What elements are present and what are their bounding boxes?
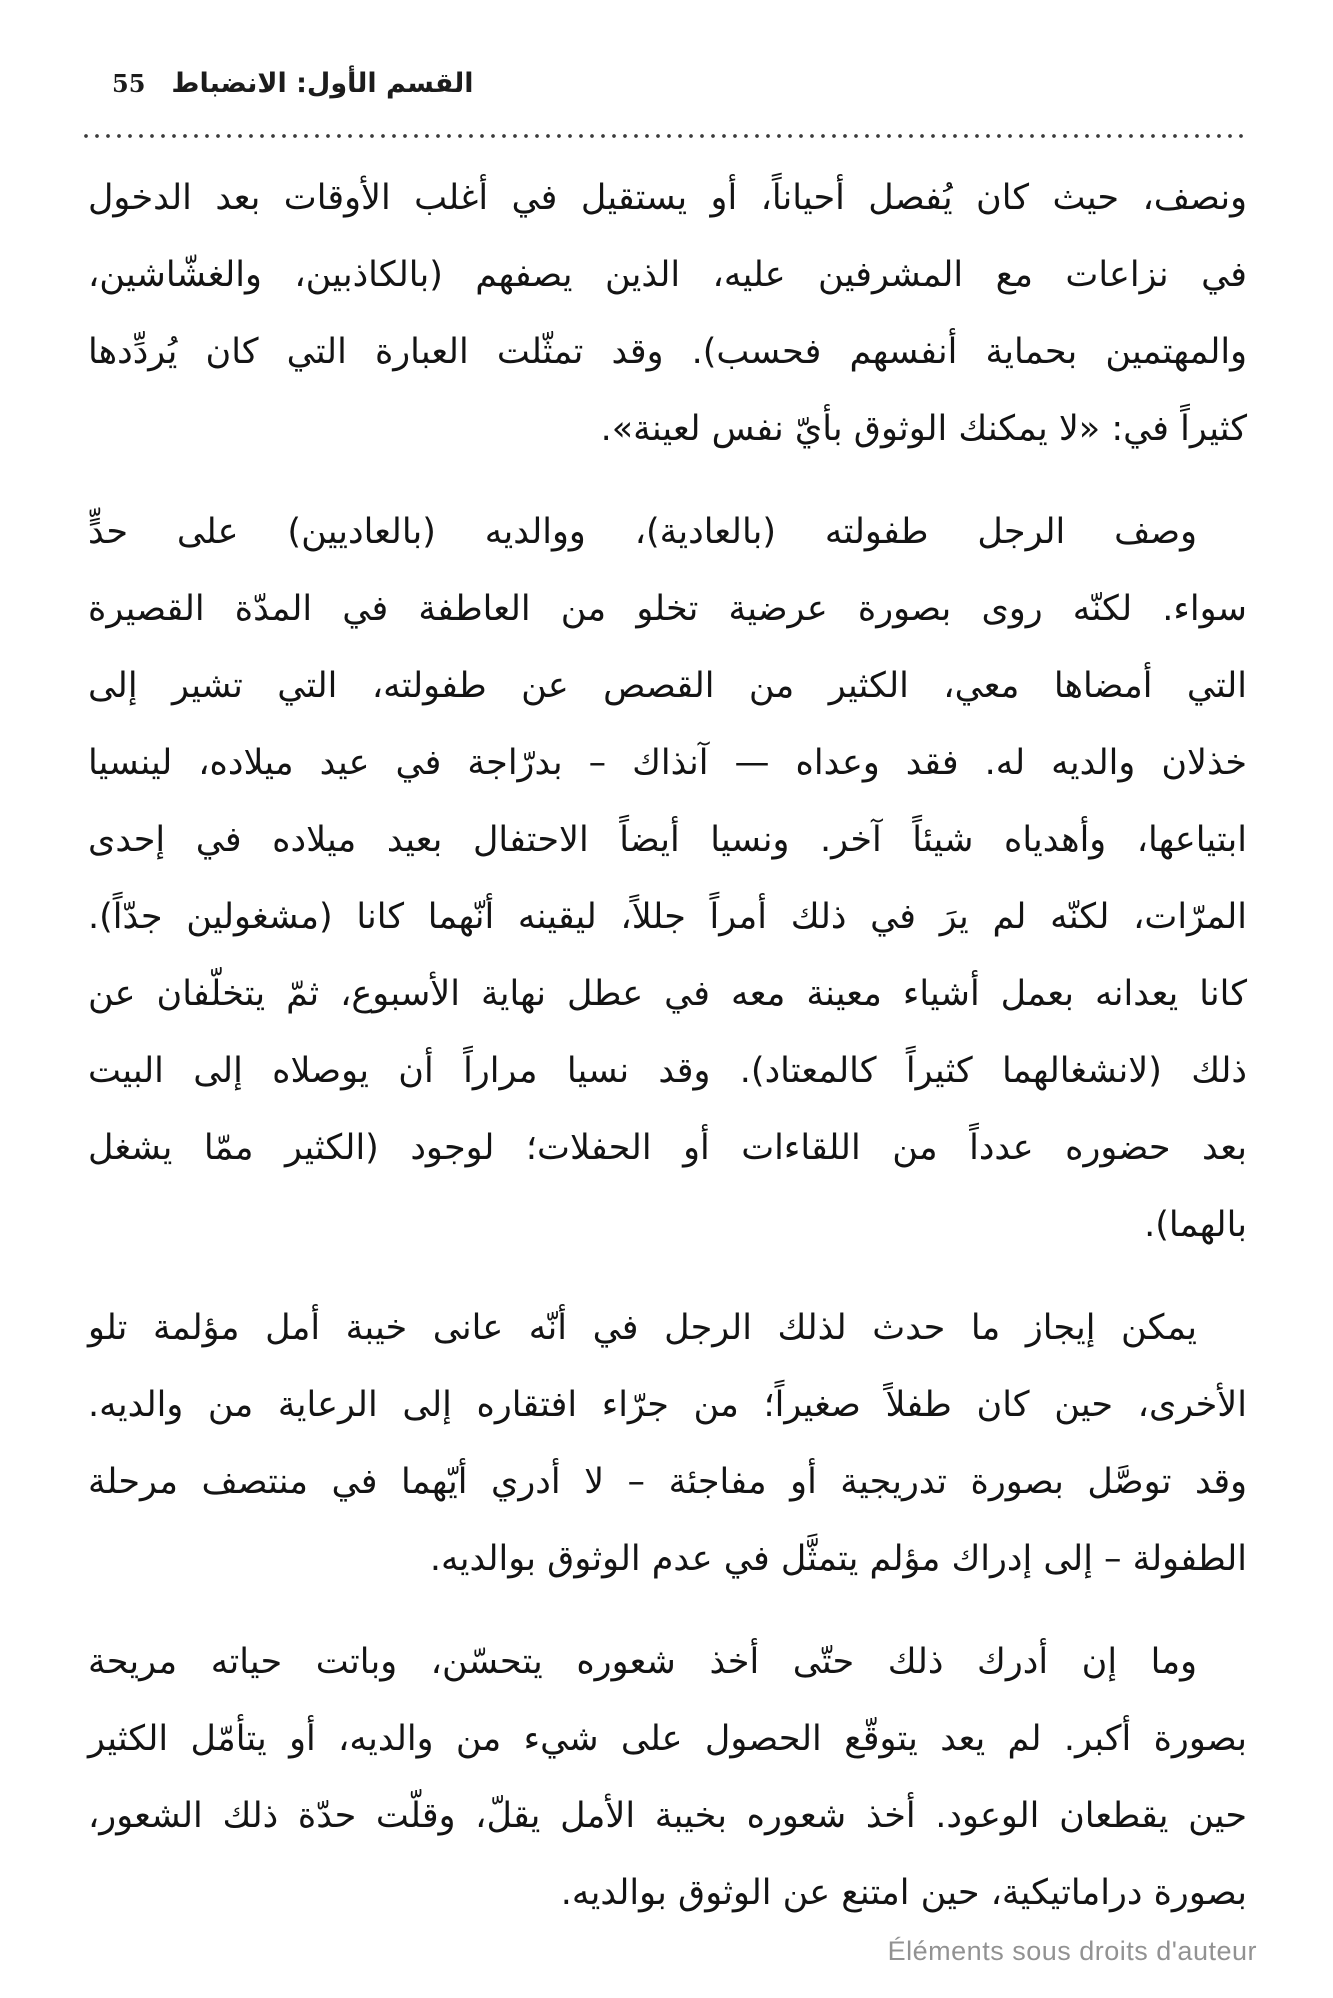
text-line: وصف الرجل طفولته (بالعادية)، ووالديه (بالعاديين) على حدٍّ	[88, 512, 1197, 552]
body-text	[88, 160, 1247, 1932]
paragraph	[88, 160, 1247, 468]
paragraph	[88, 494, 1247, 1264]
text-line: ونصف، حيث كان يُفصل أحياناً، أو يستقيل في أغلب الأوقات بعد الدخول	[88, 178, 1247, 218]
text-line: كثيراً في: «لا يمكنك الوثوق بأيّ نفس لعينة».	[600, 409, 1247, 449]
text-line: بصورة أكبر. لم يعد يتوقّع الحصول على شيء من والديه، أو يتأمّل الكثير	[88, 1719, 1247, 1759]
text-line: بعد حضوره عدداً من اللقاءات أو الحفلات؛ لوجود (الكثير ممّا يشغل	[88, 1128, 1247, 1168]
text-line: حين يقطعان الوعود. أخذ شعوره بخيبة الأمل يقلّ، وقلّت حدّة ذلك الشعور،	[88, 1796, 1247, 1836]
section-title: القسم الأول: الانضباط	[171, 68, 474, 99]
text-line: سواء. لكنّه روى بصورة عرضية تخلو من العاطفة في المدّة القصيرة	[88, 589, 1247, 629]
page-number: 55	[112, 69, 146, 98]
text-line: والمهتمين بحماية أنفسهم فحسب). وقد تمثّلت العبارة التي كان يُردِّدها	[88, 332, 1247, 372]
text-line: خذلان والديه له. فقد وعداه — آنذاك – بدرّاجة في عيد ميلاده، لينسيا	[88, 743, 1247, 783]
dotted-separator	[84, 132, 1248, 140]
running-head	[112, 68, 474, 99]
text-line: ابتياعها، وأهدياه شيئاً آخر. ونسيا أيضاً الاحتفال بعيد ميلاده في إحدى	[88, 820, 1247, 860]
text-line: وقد توصَّل بصورة تدريجية أو مفاجئة – لا أدري أيّهما في منتصف مرحلة	[88, 1462, 1247, 1502]
text-line: كانا يعدانه بعمل أشياء معينة معه في عطل نهاية الأسبوع، ثمّ يتخلّفان عن	[88, 974, 1247, 1014]
paragraph	[88, 1290, 1247, 1598]
copyright-notice: Éléments sous droits d'auteur	[887, 1936, 1257, 1966]
text-line: وما إن أدرك ذلك حتّى أخذ شعوره يتحسّن، وباتت حياته مريحة	[88, 1642, 1197, 1682]
text-line: في نزاعات مع المشرفين عليه، الذين يصفهم (بالكاذبين، والغشّاشين،	[88, 255, 1247, 295]
text-line: المرّات، لكنّه لم يرَ في ذلك أمراً جللاً، ليقينه أنّهما كانا (مشغولين جدّاً).	[88, 897, 1247, 937]
text-line: ذلك (لانشغالهما كثيراً كالمعتاد). وقد نسيا مراراً أن يوصلاه إلى البيت	[88, 1051, 1247, 1091]
text-line: التي أمضاها معي، الكثير من القصص عن طفولته، التي تشير إلى	[88, 666, 1247, 706]
text-line: يمكن إيجاز ما حدث لذلك الرجل في أنّه عانى خيبة أمل مؤلمة تلو	[88, 1308, 1197, 1348]
paragraph	[88, 1624, 1247, 1932]
text-line: بالهما).	[1144, 1205, 1247, 1245]
text-line: بصورة دراماتيكية، حين امتنع عن الوثوق بوالديه.	[560, 1873, 1247, 1913]
text-line: الأخرى، حين كان طفلاً صغيراً؛ من جرّاء افتقاره إلى الرعاية من والديه.	[88, 1385, 1247, 1425]
text-line: الطفولة – إلى إدراك مؤلم يتمثَّل في عدم الوثوق بوالديه.	[429, 1539, 1247, 1579]
